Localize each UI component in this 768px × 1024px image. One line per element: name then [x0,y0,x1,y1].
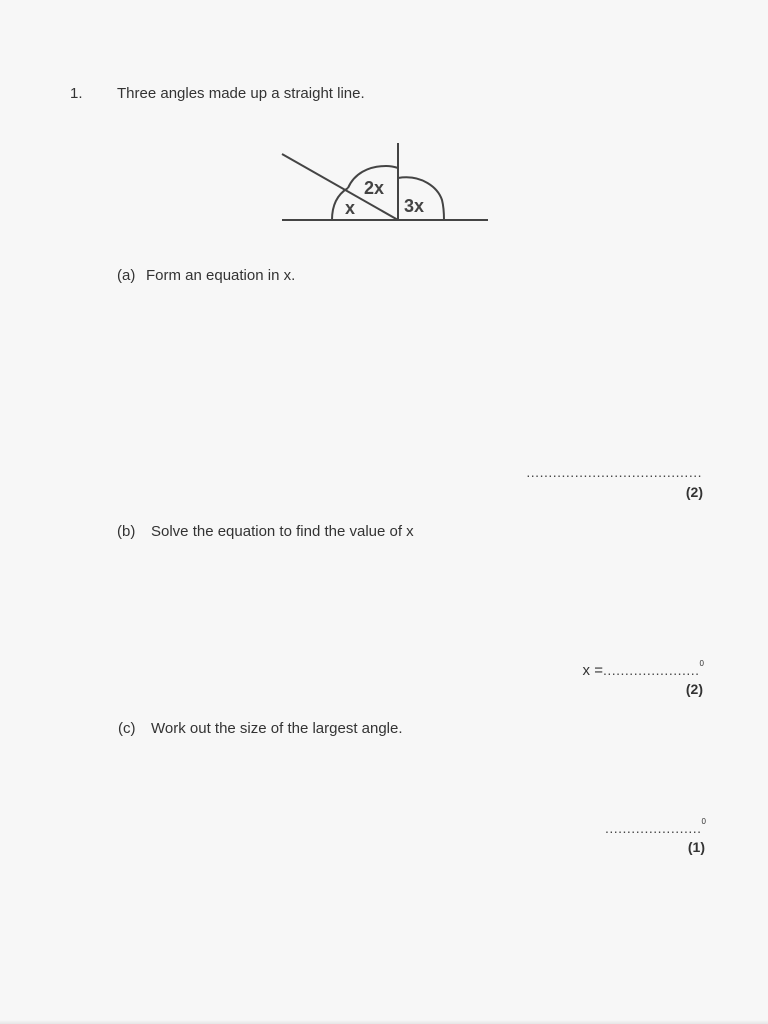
label-3x: 3x [404,196,425,216]
part-c-marks: (1) [687,839,705,855]
part-b-answer-line[interactable]: ...................... [602,662,700,678]
part-b-marks: (2) [685,681,703,697]
part-b-text: Solve the equation to find the value of x [151,523,414,540]
part-c-label: (c) [118,720,136,737]
degree-symbol: 0 [701,817,706,826]
label-x: x [345,198,356,218]
question-text: Three angles made up a straight line. [117,85,365,102]
page-bottom-edge [0,1020,768,1024]
part-b-answer-prefix: x = [582,662,603,679]
angles-diagram [270,138,500,233]
part-c-answer-line[interactable]: ...................... [604,820,702,836]
part-a-text: Form an equation in x. [146,267,296,284]
part-b-label: (b) [117,523,136,540]
part-a-label: (a) [117,267,136,284]
part-c-answer[interactable] [605,817,706,838]
part-a-marks: (2) [685,484,703,500]
question-number: 1. [70,85,83,102]
part-c-text: Work out the size of the largest angle. [151,720,403,737]
part-b-answer[interactable] [583,659,704,680]
label-2x: 2x [364,178,385,198]
degree-symbol: 0 [699,659,704,668]
part-a-answer-line[interactable]: ........................................ [526,464,702,480]
